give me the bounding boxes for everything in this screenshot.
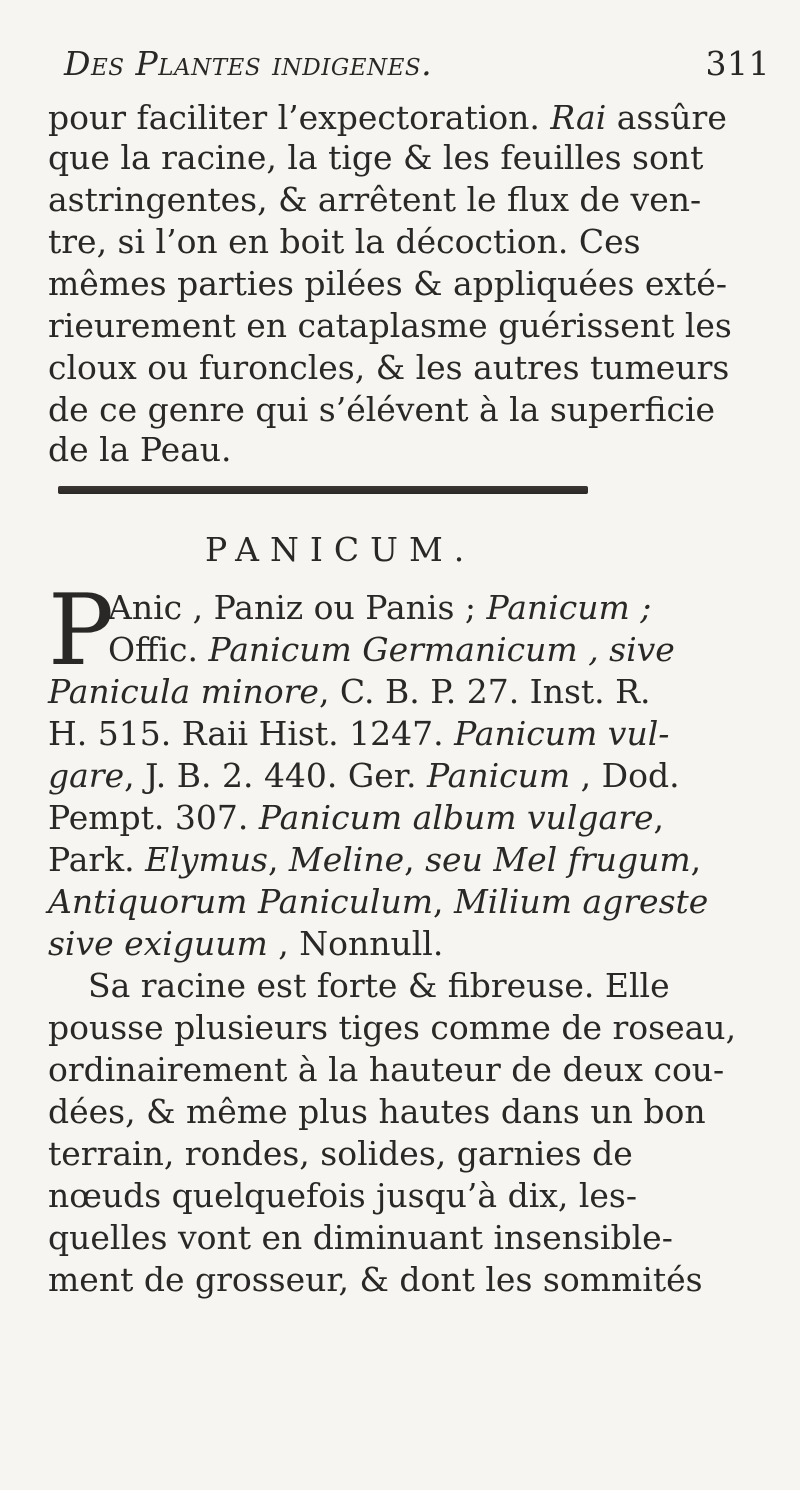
text-line: Antiquorum Paniculum, Milium agreste [48,882,709,921]
text-line: quelles vont en diminuant insensible- [48,1218,673,1257]
text-line: rieurement en cataplasme guérissent les [48,306,732,345]
text-line: terrain, rondes, solides, garnies de [48,1134,633,1173]
text-line: H. 515. Raii Hist. 1247. Panicum vul- [48,714,670,753]
text-line: Sa racine est forte & fibreuse. Elle [88,966,670,1005]
text-line: Offic. Panicum Germanicum , sive [108,630,675,669]
text-line: Anic , Paniz ou Panis ; Panicum ; [108,588,652,627]
text-line: cloux ou furoncles, & les autres tumeurs [48,348,730,387]
section-divider [58,486,588,494]
text-line: ment de grosseur, & dont les sommités [48,1260,703,1299]
text-line: sive exiguum , Nonnull. [48,924,444,963]
text-line: Park. Elymus, Meline, seu Mel frugum, [48,840,702,879]
text-line: de la Peau. [48,430,232,469]
text-line: pour faciliter l’expectoration. Rai assûre [48,98,727,137]
text-line: de ce genre qui s’élévent à la superficie [48,390,716,429]
text-line: gare, J. B. 2. 440. Ger. Panicum , Dod. [48,756,680,795]
text-line: ordinairement à la hauteur de deux cou- [48,1050,725,1089]
text-line: dées, & même plus hautes dans un bon [48,1092,706,1131]
text-line: pousse plusieurs tiges comme de roseau, [48,1008,737,1047]
drop-cap: P [48,574,114,688]
text-line: tre, si l’on en boit la décoction. Ces [48,222,641,261]
section-title: PANICUM. [205,530,476,569]
page-number: 311 [705,44,770,83]
text-line: astringentes, & arrêtent le flux de ven- [48,180,702,219]
text-line: que la racine, la tige & les feuilles sont [48,138,704,177]
text-line: Pempt. 307. Panicum album vulgare, [48,798,665,837]
text-line: nœuds quelquefois jusqu’à dix, les- [48,1176,638,1215]
running-title: Des Plantes indigenes. [64,44,433,83]
text-line: mêmes parties pilées & appliquées exté- [48,264,727,303]
page-header [64,44,770,92]
text-line: Panicula minore, C. B. P. 27. Inst. R. [48,672,651,711]
